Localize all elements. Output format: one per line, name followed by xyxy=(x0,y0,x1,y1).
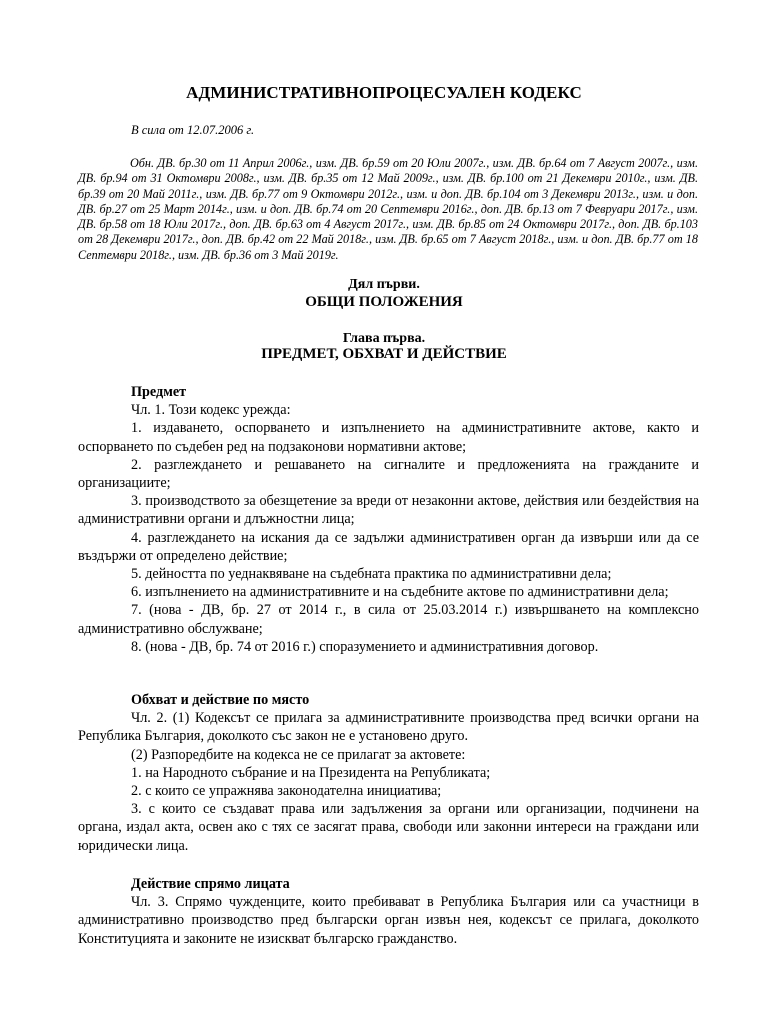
article-paragraph: 8. (нова - ДВ, бр. 74 от 2016 г.) споразумението и административния договор. xyxy=(131,638,599,655)
article-paragraph: 7. (нова - ДВ, бр. 27 от 2014 г., в сила от 25.03.2014 г.) извършването на комплексно административно обслужване; xyxy=(78,602,699,637)
document-title: АДМИНИСТРАТИВНОПРОЦЕСУАЛЕН КОДЕКС xyxy=(186,83,582,102)
article-2 xyxy=(78,691,699,855)
article-paragraph: (2) Разпоредбите на кодекса не се прилагат за актовете: xyxy=(131,746,466,763)
article-paragraph: Чл. 2. (1) Кодексът се прилага за административните производства пред всички органи на Република България, доколкото със закон не е установено друго. xyxy=(78,710,699,745)
part-title: ОБЩИ ПОЛОЖЕНИЯ xyxy=(305,294,463,310)
chapter-title: ПРЕДМЕТ, ОБХВАТ И ДЕЙСТВИЕ xyxy=(261,346,507,362)
article-1 xyxy=(78,383,699,656)
article-3-heading: Действие спрямо лицата xyxy=(131,876,290,892)
article-paragraph: 5. дейността по уеднаквяване на съдебната практика по административни дела; xyxy=(131,566,612,583)
article-3 xyxy=(78,875,699,948)
article-paragraph: 2. разглеждането и решаването на сигналите и предложенията на гражданите и организациите; xyxy=(78,456,699,492)
article-1-heading: Предмет xyxy=(131,384,187,400)
article-paragraph: 2. с които се упражнява законодателна инициатива; xyxy=(131,783,442,800)
article-paragraph: 6. изпълнението на административните и на съдебните актове по административни дела; xyxy=(131,584,669,601)
effective-date: В сила от 12.07.2006 г. xyxy=(131,123,255,137)
chapter-label: Глава първа. xyxy=(342,331,426,346)
article-paragraph: Чл. 3. Спрямо чужденците, които пребивават в Република България или са участници в административно производство пред български орган извън нея, кодексът се прилага, доколкото Конституцията и законите не изискват българско гражданство. xyxy=(78,894,699,947)
article-paragraph: 3. производството за обезщетение за вреди от незаконни актове, действия или бездействия на административни органи и длъжностни лица; xyxy=(78,493,699,528)
article-paragraph: 1. на Народното събрание и на Президента на Републиката; xyxy=(131,764,491,781)
promulgation-history: Обн. ДВ. бр.30 от 11 Април 2006г., изм. ДВ. бр.59 от 20 Юли 2007г., изм. ДВ. бр.64 от 7 Август 2007г., изм. ДВ. бр.94 от 31 Октомври 2008г., изм. ДВ. бр.35 от 12 Май 2009г., изм. ДВ. бр.100 от 21 Декември 2010г., изм. ДВ. бр.39 от 20 Май 2011г., изм. ДВ. бр.77 от 9 Октомври 2012г., изм. и доп. ДВ. бр.104 от 3 Декември 2013г., изм. и доп. ДВ. бр.27 от 25 Март 2014г., изм. и доп. ДВ. бр.74 от 20 Септември 2016г., доп. ДВ. бр.13 от 7 Февруари 2017г., изм. ДВ. бр.58 от 18 Юли 2017г., доп. ДВ. бр.63 от 4 Август 2017г., изм. ДВ. бр.85 от 24 Октомври 2017г., доп. ДВ. бр.103 от 28 Декември 2017г., доп. ДВ. бр.42 от 22 Май 2018г., изм. ДВ. бр.65 от 7 Август 2018г., изм. и доп. ДВ. бр.77 от 18 Септември 2018г., изм. ДВ. бр.36 от 3 Май 2019г. xyxy=(78,156,698,262)
part-label: Дял първи. xyxy=(348,277,420,292)
article-paragraph: 1. издаването, оспорването и изпълнението на административните актове, както и оспорването по съдебен ред на подзаконови нормативни актове; xyxy=(78,420,699,455)
article-paragraph: 4. разглеждането на искания да се задължи административен орган да извърши или да се въздържи от определено действие; xyxy=(78,529,699,564)
article-2-heading: Обхват и действие по място xyxy=(131,692,310,708)
article-paragraph: 3. с които се създават права или задължения за органи или организации, подчинени на органа, издал акта, освен ако с тях се засягат права, свободи или законни интереси на граждани или юридически лица. xyxy=(78,801,699,854)
article-paragraph: Чл. 1. Този кодекс урежда: xyxy=(131,402,291,419)
